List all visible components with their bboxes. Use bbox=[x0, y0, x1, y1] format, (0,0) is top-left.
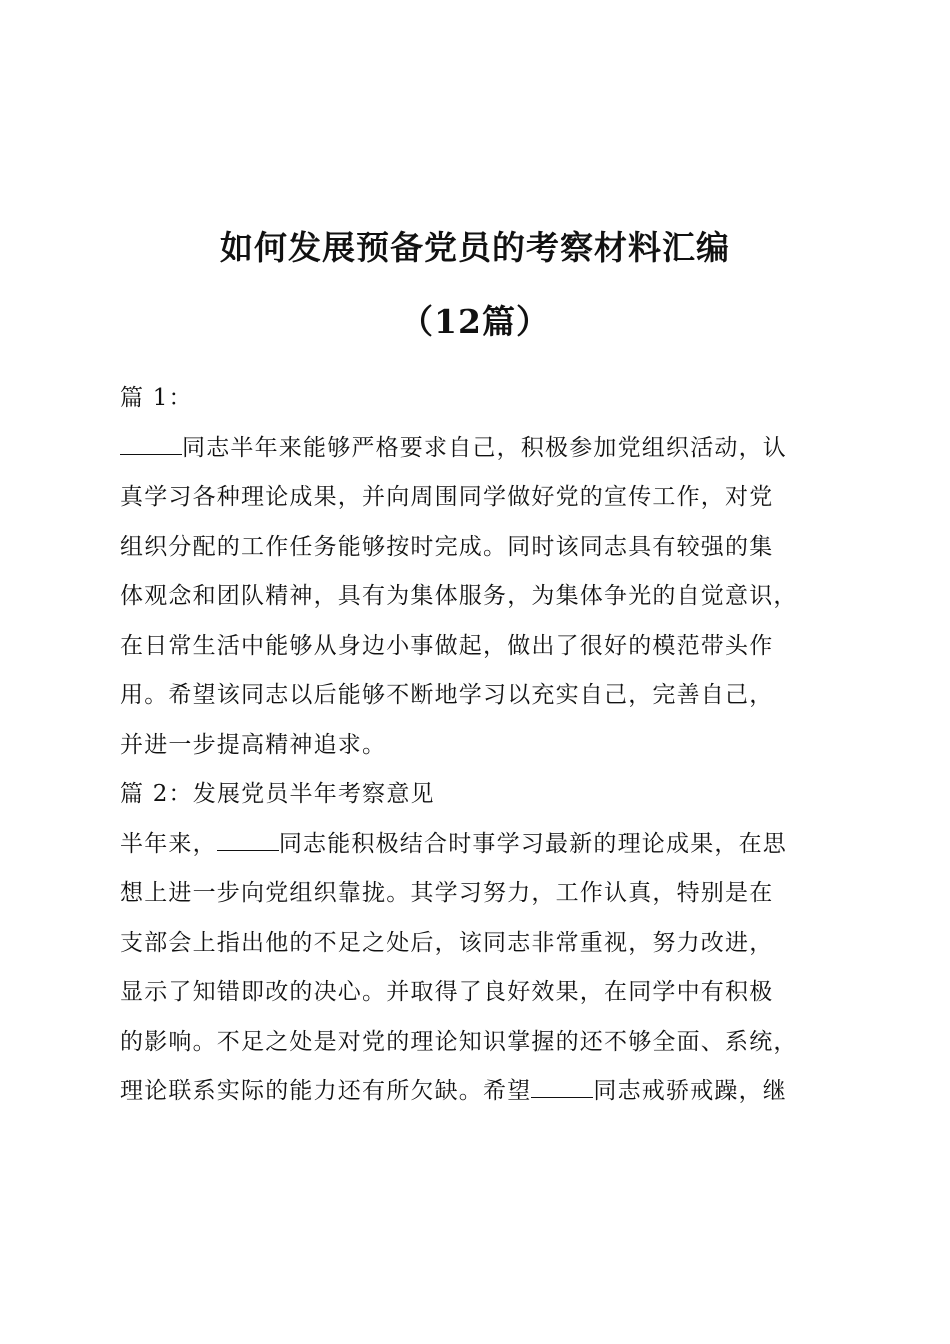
document-subtitle: （12篇） bbox=[400, 302, 550, 341]
line-text: 在日常生活中能够从身边小事做起，做出了很好的模范带头作 bbox=[120, 632, 774, 659]
line-text: 组织分配的工作任务能够按时完成。同时该同志具有较强的集 bbox=[120, 533, 774, 560]
text-line bbox=[120, 968, 832, 1018]
fill-in-blank bbox=[531, 1068, 593, 1098]
line-text: 的影响。不足之处是对党的理论知识掌握的还不够全面、系统， bbox=[120, 1028, 798, 1055]
line-text: 同志戒骄戒躁，继 bbox=[593, 1078, 788, 1104]
text-line bbox=[120, 622, 832, 672]
line-text: 想上进一步向党组织靠拢。其学习努力，工作认真，特别是在 bbox=[120, 880, 774, 906]
line-text: 半年来， bbox=[120, 830, 217, 857]
fill-in-blank bbox=[217, 821, 279, 851]
text-line bbox=[120, 869, 832, 919]
text-line bbox=[120, 374, 832, 424]
line-text: 篇 1： bbox=[120, 385, 193, 411]
line-text: 并进一步提高精神追求。 bbox=[120, 731, 387, 758]
line-text: 显示了知错即改的决心。并取得了良好效果，在同学中有积极 bbox=[120, 979, 774, 1005]
text-line bbox=[120, 770, 832, 820]
line-text: 体观念和团队精神，具有为集体服务，为集体争光的自觉意识， bbox=[120, 583, 798, 609]
line-text: 篇 2：发展党员半年考察意见 bbox=[120, 781, 435, 807]
line-text: 用。希望该同志以后能够不断地学习以充实自己，完善自己， bbox=[120, 682, 774, 708]
fill-in-blank bbox=[120, 425, 182, 455]
text-line bbox=[120, 572, 832, 622]
text-line bbox=[120, 671, 832, 721]
text-line bbox=[120, 820, 832, 870]
text-line bbox=[120, 523, 832, 573]
text-line bbox=[120, 721, 832, 771]
document-title: 如何发展预备党员的考察材料汇编 bbox=[220, 228, 730, 267]
text-line bbox=[120, 1018, 832, 1068]
text-line bbox=[120, 1067, 832, 1117]
line-text: 同志半年来能够严格要求自己，积极参加党组织活动，认 bbox=[182, 434, 787, 461]
line-text: 理论联系实际的能力还有所欠缺。希望 bbox=[120, 1078, 532, 1104]
text-line bbox=[120, 473, 832, 523]
text-line bbox=[120, 919, 832, 969]
line-text: 同志能积极结合时事学习最新的理论成果，在思 bbox=[278, 830, 788, 857]
line-text: 支部会上指出他的不足之处后，该同志非常重视，努力改进， bbox=[120, 929, 774, 956]
document-body bbox=[120, 374, 832, 1117]
line-text: 真学习各种理论成果，并向周围同学做好党的宣传工作，对党 bbox=[120, 484, 774, 510]
text-line bbox=[120, 424, 832, 474]
